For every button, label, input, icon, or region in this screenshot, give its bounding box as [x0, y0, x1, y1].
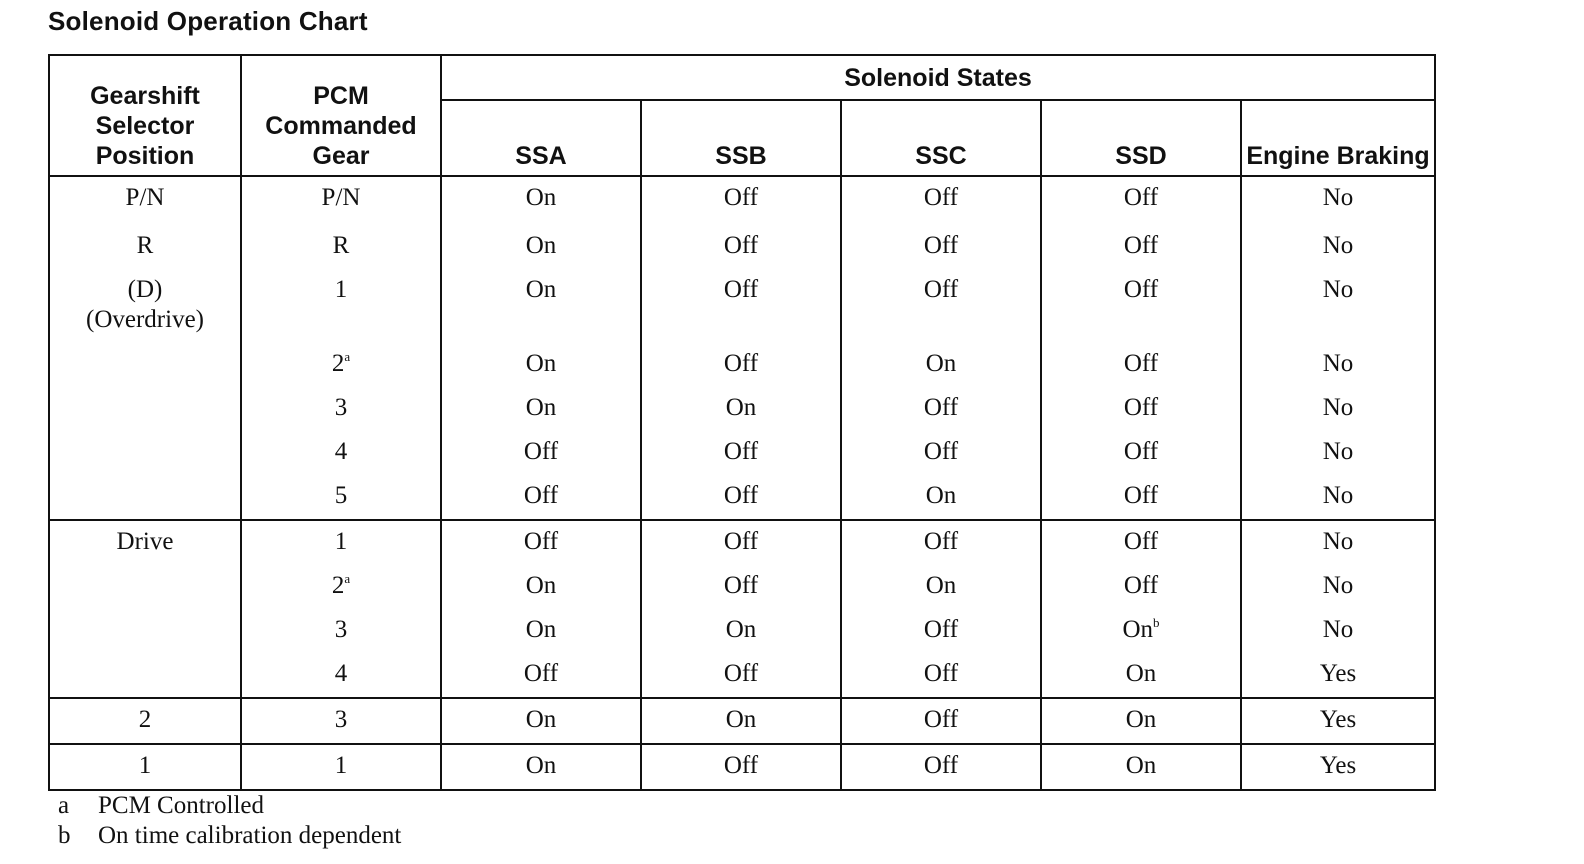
gear-cell	[241, 744, 441, 790]
footnote	[58, 821, 401, 851]
ssc-cell: Off	[841, 744, 1041, 790]
table-row	[49, 520, 1435, 565]
ssd-value: Off	[1123, 482, 1159, 509]
ssd-value: Off	[1123, 572, 1159, 599]
ssd-value: Off	[1123, 184, 1159, 211]
ssd-cell	[1041, 387, 1241, 431]
ssd-value: On	[1125, 706, 1157, 733]
engine-braking-cell: No	[1241, 431, 1435, 475]
gear-cell	[241, 520, 441, 565]
ssa-cell: Off	[441, 653, 641, 698]
ssa-cell: Off	[441, 431, 641, 475]
gear-value: 1	[334, 528, 348, 555]
gear-cell	[241, 609, 441, 653]
ssa-cell: On	[441, 225, 641, 269]
ssd-footnote-mark: b	[1153, 615, 1160, 630]
gear-footnote-mark: a	[344, 571, 351, 586]
table-row	[49, 225, 1435, 269]
ssc-cell: On	[841, 343, 1041, 387]
column-header-position: Gearshift Selector Position	[49, 55, 241, 176]
ssd-cell	[1041, 176, 1241, 225]
ssd-cell	[1041, 565, 1241, 609]
ssb-cell: Off	[641, 269, 841, 343]
gear-cell	[241, 698, 441, 744]
ssa-cell: On	[441, 744, 641, 790]
footnote	[58, 791, 401, 821]
table-row	[49, 609, 1435, 653]
ssd-cell	[1041, 744, 1241, 790]
engine-braking-cell: Yes	[1241, 698, 1435, 744]
position-cell: 2	[49, 698, 241, 744]
ssb-cell: On	[641, 387, 841, 431]
ssa-cell: On	[441, 609, 641, 653]
ssc-cell: Off	[841, 176, 1041, 225]
gear-cell	[241, 176, 441, 225]
ssa-cell: On	[441, 565, 641, 609]
ssc-cell: On	[841, 565, 1041, 609]
page-title: Solenoid Operation Chart	[48, 6, 368, 36]
table-row	[49, 698, 1435, 744]
ssd-value: On	[1125, 752, 1157, 779]
gear-value: 1	[334, 752, 348, 779]
column-group-header-solenoid-states: Solenoid States	[441, 55, 1435, 100]
column-header-ssb: SSB	[641, 100, 841, 176]
ssa-cell: On	[441, 176, 641, 225]
gear-value: 1	[334, 276, 348, 303]
footnote-text: PCM Controlled	[98, 792, 264, 819]
position-cell	[49, 653, 241, 698]
position-cell: (D) (Overdrive)	[49, 269, 241, 343]
ssa-cell: On	[441, 343, 641, 387]
ssd-cell	[1041, 475, 1241, 520]
gear-value: R	[332, 232, 350, 259]
ssd-value: Off	[1123, 528, 1159, 555]
ssd-cell	[1041, 269, 1241, 343]
solenoid-operation-table	[48, 54, 1436, 791]
ssd-value: Off	[1123, 350, 1159, 377]
ssa-cell: Off	[441, 520, 641, 565]
table-row	[49, 431, 1435, 475]
gear-value: 5	[334, 482, 348, 509]
ssd-cell	[1041, 343, 1241, 387]
ssb-cell: On	[641, 698, 841, 744]
ssc-cell: Off	[841, 520, 1041, 565]
table-row	[49, 343, 1435, 387]
table-row	[49, 565, 1435, 609]
ssd-value: Off	[1123, 394, 1159, 421]
table-row	[49, 176, 1435, 225]
engine-braking-cell: No	[1241, 520, 1435, 565]
ssa-cell: On	[441, 387, 641, 431]
table-row	[49, 744, 1435, 790]
position-cell: 1	[49, 744, 241, 790]
ssb-cell: Off	[641, 343, 841, 387]
gear-cell	[241, 653, 441, 698]
engine-braking-cell: Yes	[1241, 653, 1435, 698]
ssa-cell: Off	[441, 475, 641, 520]
ssc-cell: Off	[841, 609, 1041, 653]
gear-value: 2	[331, 350, 345, 377]
ssb-cell: Off	[641, 744, 841, 790]
position-cell: P/N	[49, 176, 241, 225]
ssb-cell: Off	[641, 565, 841, 609]
column-header-ssa: SSA	[441, 100, 641, 176]
position-cell	[49, 387, 241, 431]
gear-value: P/N	[321, 184, 361, 211]
ssc-cell: Off	[841, 387, 1041, 431]
gear-value: 3	[334, 706, 348, 733]
ssd-cell	[1041, 653, 1241, 698]
ssd-value: Off	[1123, 232, 1159, 259]
ssc-cell: On	[841, 475, 1041, 520]
ssc-cell: Off	[841, 269, 1041, 343]
ssa-cell: On	[441, 698, 641, 744]
position-cell: R	[49, 225, 241, 269]
engine-braking-cell: Yes	[1241, 744, 1435, 790]
table-row	[49, 475, 1435, 520]
ssa-cell: On	[441, 269, 641, 343]
column-header-ssd: SSD	[1041, 100, 1241, 176]
engine-braking-cell: No	[1241, 609, 1435, 653]
position-cell: Drive	[49, 520, 241, 565]
position-cell	[49, 431, 241, 475]
engine-braking-cell: No	[1241, 565, 1435, 609]
gear-cell	[241, 475, 441, 520]
engine-braking-cell: No	[1241, 387, 1435, 431]
ssb-cell: Off	[641, 520, 841, 565]
ssd-value: On	[1125, 660, 1157, 687]
footnote-text: On time calibration dependent	[98, 822, 402, 849]
ssd-cell	[1041, 225, 1241, 269]
gear-cell	[241, 225, 441, 269]
position-cell	[49, 475, 241, 520]
column-header-ssc: SSC	[841, 100, 1041, 176]
engine-braking-cell: No	[1241, 343, 1435, 387]
footnote-mark: b	[58, 822, 71, 849]
ssb-cell: Off	[641, 225, 841, 269]
ssd-value: Off	[1123, 438, 1159, 465]
column-header-gear: PCM Commanded Gear	[241, 55, 441, 176]
ssb-cell: Off	[641, 475, 841, 520]
ssc-cell: Off	[841, 653, 1041, 698]
engine-braking-cell: No	[1241, 269, 1435, 343]
ssc-cell: Off	[841, 225, 1041, 269]
ssb-cell: Off	[641, 653, 841, 698]
ssd-cell	[1041, 431, 1241, 475]
ssc-cell: Off	[841, 431, 1041, 475]
position-cell	[49, 609, 241, 653]
ssd-value: On	[1122, 616, 1154, 643]
ssd-value: Off	[1123, 276, 1159, 303]
footnotes	[58, 791, 401, 851]
gear-cell	[241, 343, 441, 387]
gear-value: 3	[334, 616, 348, 643]
column-header-engine-braking: Engine Braking	[1241, 100, 1435, 176]
gear-footnote-mark: a	[344, 349, 351, 364]
gear-cell	[241, 387, 441, 431]
table-row	[49, 387, 1435, 431]
gear-cell	[241, 269, 441, 343]
table-row	[49, 269, 1435, 343]
gear-value: 3	[334, 394, 348, 421]
engine-braking-cell: No	[1241, 225, 1435, 269]
gear-value: 2	[331, 572, 345, 599]
ssb-cell: Off	[641, 176, 841, 225]
ssd-cell	[1041, 520, 1241, 565]
gear-cell	[241, 431, 441, 475]
ssb-cell: On	[641, 609, 841, 653]
footnote-mark: a	[58, 792, 70, 819]
gear-cell	[241, 565, 441, 609]
ssb-cell: Off	[641, 431, 841, 475]
gear-value: 4	[334, 438, 348, 465]
ssc-cell: Off	[841, 698, 1041, 744]
table-row	[49, 653, 1435, 698]
position-cell	[49, 343, 241, 387]
ssd-cell	[1041, 698, 1241, 744]
engine-braking-cell: No	[1241, 475, 1435, 520]
gear-value: 4	[334, 660, 348, 687]
engine-braking-cell: No	[1241, 176, 1435, 225]
ssd-cell	[1041, 609, 1241, 653]
position-cell	[49, 565, 241, 609]
